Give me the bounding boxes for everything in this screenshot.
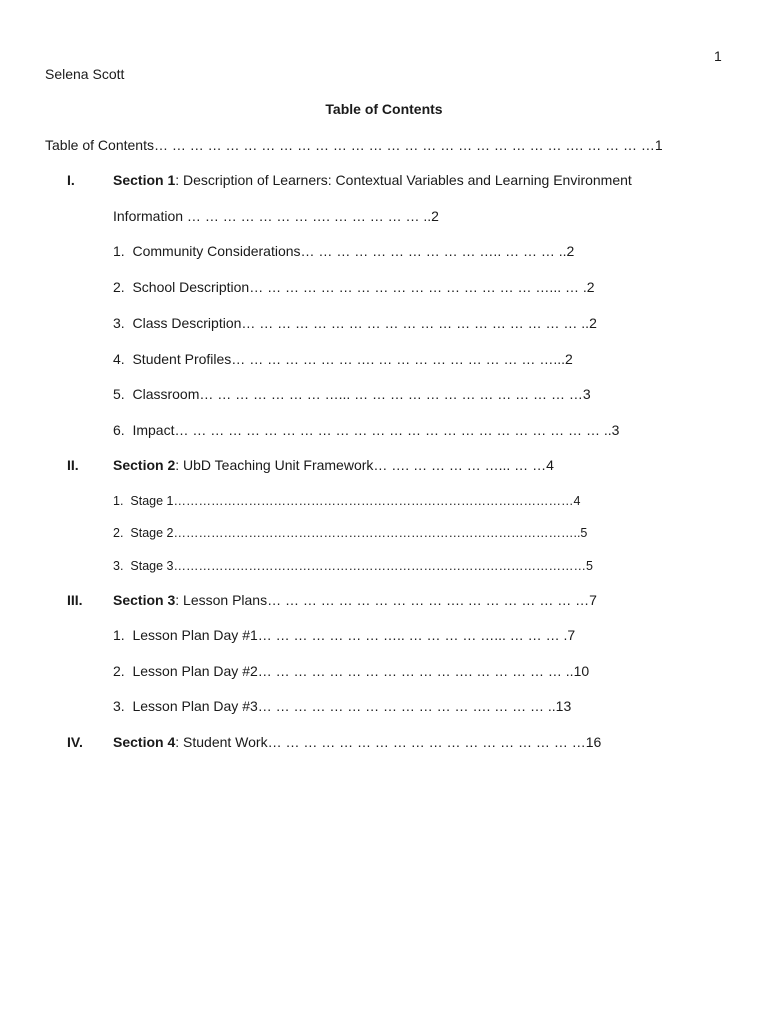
section-2-numeral: II. [67, 457, 79, 473]
page-title: Table of Contents [325, 101, 443, 117]
list-item-text: Lesson Plan Day #3… … … … … … … … … … … … …. … … … ..13 [132, 698, 572, 714]
list-item-number: 1. [113, 243, 125, 259]
list-item-number: 2. [113, 526, 124, 540]
list-item-number: 3. [113, 698, 125, 714]
list-item [113, 242, 574, 260]
section-3-numeral: III. [67, 592, 83, 608]
list-item-number: 5. [113, 386, 125, 402]
list-item-text: Class Description… … … … … … … … … … … … … … … … … … … ..2 [132, 315, 597, 331]
section-1-continuation: Information … … … … … … … …. … … … … … ..2 [113, 208, 439, 224]
list-item-text: School Description… … … … … … … … … … … … … … … … …... … .2 [132, 279, 595, 295]
section-1-numeral: I. [67, 172, 75, 188]
list-item-number: 1. [113, 494, 124, 508]
list-item-text: Lesson Plan Day #1… … … … … … … ….. … … … … …... … … … .7 [132, 627, 576, 643]
list-item-text: Stage 2……………………………………………………………………………………..5 [130, 526, 588, 540]
list-item [113, 626, 575, 644]
list-item-text: Community Considerations… … … … … … … … … … ….. … … … ..2 [132, 243, 575, 259]
list-item-number: 3. [113, 559, 124, 573]
toc-entry-table-of-contents: Table of Contents… … … … … … … … … … … … … … … … … … … … … … … …. … … … …1 [45, 137, 663, 153]
list-item [113, 385, 591, 403]
list-item-number: 2. [113, 663, 125, 679]
list-item [113, 314, 597, 332]
list-item-text: Classroom… … … … … … … …... … … … … … … … … … … … … …3 [132, 386, 591, 402]
section-1-title [113, 171, 632, 189]
list-item-text: Stage 3………………………………………………………………………………………5 [130, 559, 593, 573]
section-2-title [113, 456, 554, 474]
list-item-number: 1. [113, 627, 125, 643]
list-item [113, 697, 571, 715]
page-number: 1 [714, 48, 722, 64]
section-1-label: Section 1 [113, 172, 176, 188]
author-name: Selena Scott [45, 66, 125, 82]
list-item [113, 557, 593, 575]
section-3-title [113, 591, 597, 609]
list-item-number: 2. [113, 279, 125, 295]
section-3-label: Section 3 [113, 592, 176, 608]
list-item [113, 350, 573, 368]
list-item-text: Impact… … … … … … … … … … … … … … … … … … … … … … … … ..3 [132, 422, 620, 438]
list-item [113, 492, 580, 510]
list-item-text: Student Profiles… … … … … … … …. … … … … … … … … … …...2 [132, 351, 573, 367]
section-3-description: : Lesson Plans… … … … … … … … … … …. … … … … … … …7 [175, 592, 597, 608]
section-4-numeral: IV. [67, 734, 83, 750]
list-item-number: 3. [113, 315, 125, 331]
section-4-description: : Student Work… … … … … … … … … … … … … … … … … …16 [175, 734, 602, 750]
section-2-label: Section 2 [113, 457, 176, 473]
section-2-description: : UbD Teaching Unit Framework… …. … … … … …... … …4 [175, 457, 554, 473]
list-item [113, 421, 619, 439]
section-4-label: Section 4 [113, 734, 176, 750]
list-item-number: 4. [113, 351, 125, 367]
list-item [113, 524, 587, 542]
list-item-text: Stage 1……………………………………………………………………………………4 [130, 494, 581, 508]
section-1-description: : Description of Learners: Contextual Variables and Learning Environment [175, 172, 632, 188]
list-item [113, 278, 595, 296]
section-4-title [113, 733, 601, 751]
list-item-text: Lesson Plan Day #2… … … … … … … … … … … …. … … … … … ..10 [132, 663, 590, 679]
list-item [113, 662, 589, 680]
list-item-number: 6. [113, 422, 125, 438]
